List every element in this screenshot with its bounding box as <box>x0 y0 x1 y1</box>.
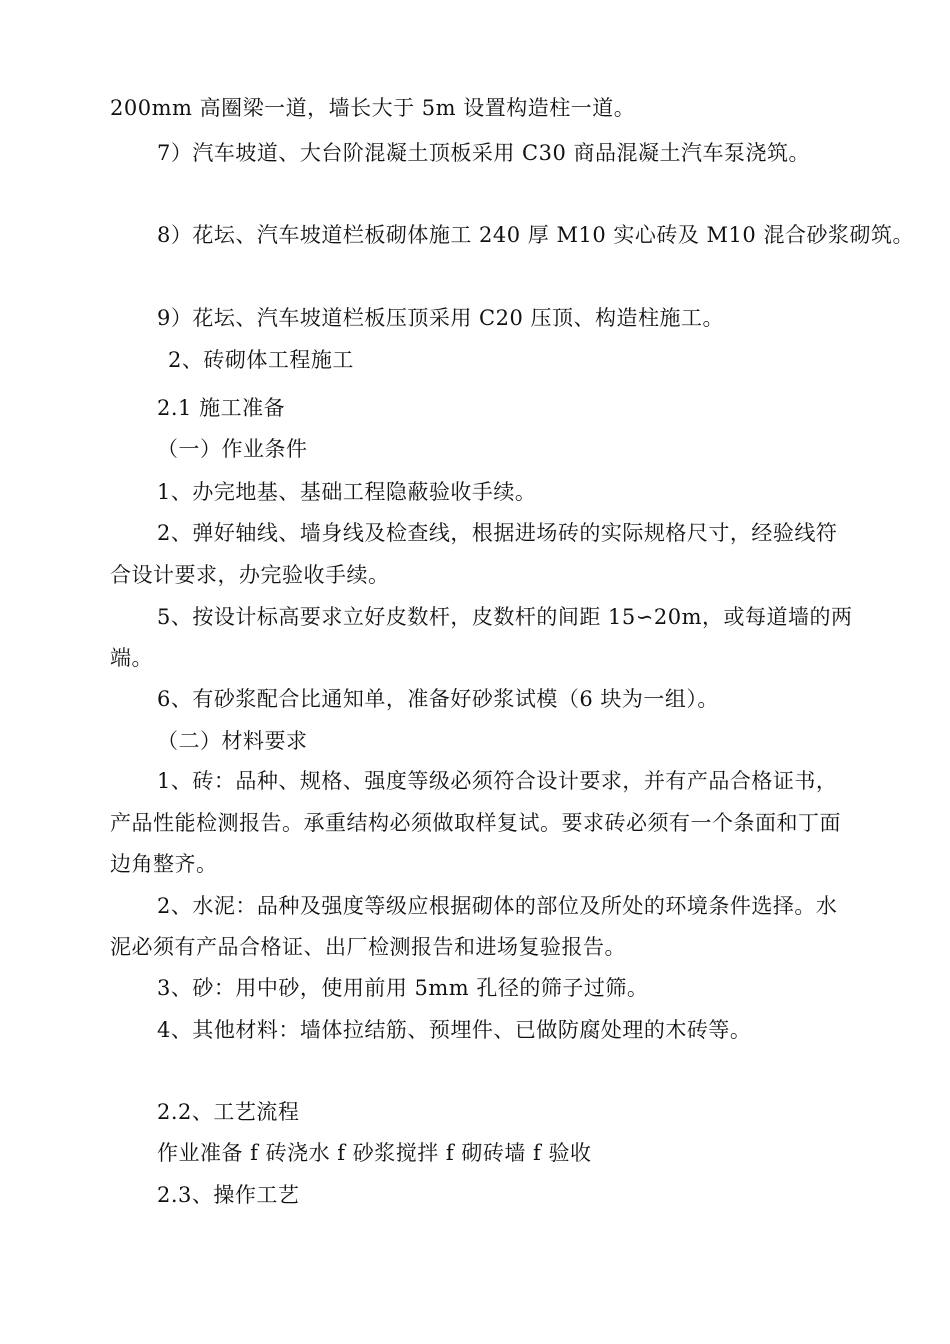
subsection-heading: （二）材料要求 <box>157 729 308 753</box>
text-line: 8）花坛、汽车坡道栏板砌体施工 240 厚 M10 实心砖及 M10 混合砂浆砌筑。 <box>157 223 914 247</box>
subsection-heading: 2.2、工艺流程 <box>157 1100 300 1124</box>
text-line: 产品性能检测报告。承重结构必须做取样复试。要求砖必须有一个条面和丁面 <box>110 811 841 835</box>
subsection-heading: 2.3、操作工艺 <box>157 1183 300 1207</box>
text-line: 3、砂：用中砂，使用前用 5mm 孔径的筛子过筛。 <box>157 976 649 1000</box>
text-line: 作业准备 f 砖浇水 f 砂浆搅拌 f 砌砖墙 f 验收 <box>157 1141 592 1165</box>
text-line: 5、按设计标高要求立好皮数杆，皮数杆的间距 15∽20m，或每道墙的两 <box>157 605 853 629</box>
subsection-heading: 2.1 施工准备 <box>157 396 286 420</box>
subsection-heading: （一）作业条件 <box>157 437 308 461</box>
text-line: 合设计要求，办完验收手续。 <box>110 563 390 587</box>
text-line: 2、弹好轴线、墙身线及检查线，根据进场砖的实际规格尺寸，经验线符 <box>157 521 838 545</box>
text-line: 边角整齐。 <box>110 852 218 876</box>
text-line: 200mm 高圈梁一道，墙长大于 5m 设置构造柱一道。 <box>110 96 636 120</box>
text-line: 7）汽车坡道、大台阶混凝土顶板采用 C30 商品混凝土汽车泵浇筑。 <box>157 141 810 165</box>
text-line: 1、砖：品种、规格、强度等级必须符合设计要求，并有产品合格证书， <box>157 769 838 793</box>
text-line: 6、有砂浆配合比通知单，准备好砂浆试模（6 块为一组）。 <box>157 687 719 711</box>
text-line: 4、其他材料：墙体拉结筋、预埋件、已做防腐处理的木砖等。 <box>157 1018 752 1042</box>
text-line: 1、办完地基、基础工程隐蔽验收手续。 <box>157 480 537 504</box>
section-heading: 2、砖砌体工程施工 <box>168 348 354 372</box>
text-line: 端。 <box>110 646 153 670</box>
text-line: 2、水泥：品种及强度等级应根据砌体的部位及所处的环境条件选择。水 <box>157 894 838 918</box>
text-line: 9）花坛、汽车坡道栏板压顶采用 C20 压顶、构造柱施工。 <box>157 306 724 330</box>
text-line: 泥必须有产品合格证、出厂检测报告和进场复验报告。 <box>110 935 626 959</box>
